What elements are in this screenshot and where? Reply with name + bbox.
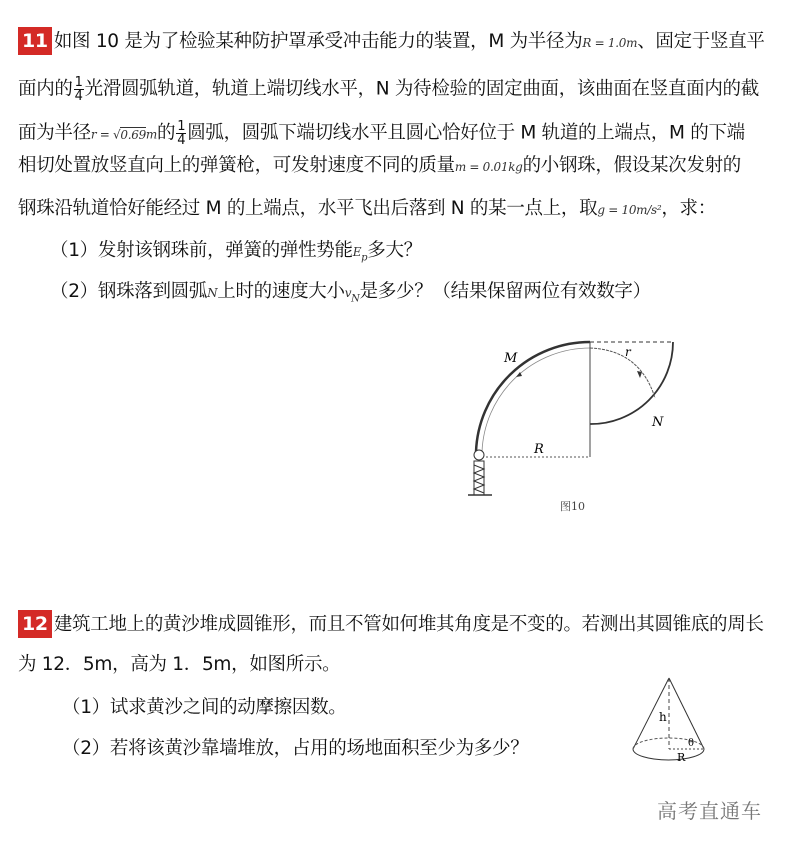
formula: m = 0.01kg [454,160,523,174]
text: ，求： [661,198,716,219]
text: 面内的 [18,78,73,100]
arrow-icon [637,371,642,378]
text: 钢珠沿轨道恰好能经过 M 的上端点，水平飞出后落到 N 的某一点上，取 [18,198,598,219]
formula-part: r = √ [90,127,121,142]
text: 光滑圆弧轨道，轨道上端切线水平，N 为待检验的固定曲面，该曲面在竖直面内的截 [84,78,759,100]
q12-line-1 [18,610,764,638]
cone-base-front [633,749,704,760]
numerator: 1 [74,75,83,90]
trajectory [590,348,655,398]
formula: v [344,286,352,300]
text: 圆弧，圆弧下端切线水平且圆心恰好位于 M 轨道的上端点，M 的下端 [187,122,745,144]
q12-part-2: （2）若将该黄沙靠墙堆放，占用的场地面积至少为多少？ [62,738,529,759]
question-number-badge: 12 [18,610,52,638]
formula: g = 10m/s² [597,203,662,217]
text: 的小钢珠，假设某次发射的 [522,155,741,176]
formula-sub: N [351,293,360,305]
text: 如图 10 是为了检验某种防护罩承受冲击能力的装置，M 为半径为 [53,31,583,52]
cone-right-edge [669,678,704,749]
text: （2）钢珠落到圆弧 [50,281,208,302]
formula: N [207,286,218,300]
denominator: 4 [74,89,83,104]
q12-line-2: 为 12．5m，高为 1．5m，如图所示。 [18,654,341,675]
text: 、固定于竖直平 [637,31,765,52]
label-m: M [504,351,518,366]
watermark: 高考直通车 [657,799,762,823]
formula-part: 0.69 [120,127,146,142]
label-r: r [625,345,631,359]
label-theta: θ [688,738,695,749]
steel-ball [474,450,484,460]
spring-icon [474,465,484,493]
numerator: 1 [177,119,186,134]
formula: R = 1.0m [582,36,638,50]
q12-part-1: （1）试求黄沙之间的动摩擦因数。 [62,697,347,718]
text: 是多少？（结果保留两位有效数字） [359,281,651,302]
formula-sub: p [361,252,368,264]
label-h: h [659,710,667,724]
surface-n [590,342,673,424]
denominator: 4 [177,133,186,148]
track-m [476,342,590,452]
label-r: R [677,751,686,764]
label-n: N [652,415,664,430]
text: 的 [157,122,176,144]
label-big-r: R [534,442,544,457]
track-inner [482,348,590,452]
text: 面为半径 [18,122,91,144]
text: 上时的速度大小 [217,281,345,302]
formula: E [352,245,362,259]
text: 多大？ [367,240,422,261]
figure-caption: 图10 [560,500,585,513]
formula-part: m [145,127,158,142]
text: 建筑工地上的黄沙堆成圆锥形，而且不管如何堆其角度是不变的。若测出其圆锥底的周长 [53,614,764,635]
question-number-badge: 11 [18,27,52,55]
text: （1）发射该钢珠前，弹簧的弹性势能 [50,240,353,261]
text: 相切处置放竖直向上的弹簧枪，可发射速度不同的质量 [18,155,455,176]
